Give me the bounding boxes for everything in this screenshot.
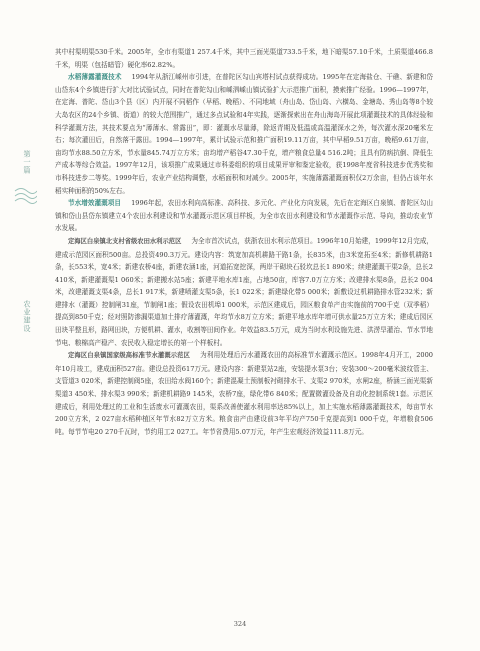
paragraph-baiquan-national-text: 为利用处理后污水灌溉农田的高标准节水灌溉示范区。1998年4月开工，2000年10月竣工，建成面积527亩。建设总投资617万元。建设内容：新建泵站2座，安装提水泵3台；安装300～200毫米波纹管主、支管道3 020米，新建控制阀5座，农田给水阀160个；新建混凝土预制板衬砌排水干、支渠2 970米，水闸2座，桥涵三面光渠新渠道3 450米、排水渠3 990米；新建机耕路9 145米，农桥7座，绿化带6 840米；配置微灌设备及自动化控制系统1套。示范区建成后，利用处理过的工业和生活废水可灌溉农田，渠系改善使灌水利用率达85%以上，加上实施水稻薄露灌溉技术，每亩节水200立方米，2 027亩水稻种植区年节水82万立方米。粮食亩产由建设前3年平均产750千克提高到1 000千克，年增粮食506吨。每节节电20 270千瓦时，节约用工2 027工。年节省费用5.07万元，年产生宏观经济效益111.8万元。 bbox=[55, 351, 433, 436]
decorative-wave-icon bbox=[13, 185, 37, 207]
heading-baiquan-national: 定海区白泉镇国家级高标准节水灌溉示范区 bbox=[68, 352, 191, 360]
section-side-label: 农业建设 bbox=[23, 300, 32, 333]
paragraph-baiquan-beizhi-text: 为全市首次试点，获浙农田水利示范项目。1996年10月始建，1999年12月完成，建成示范园区面积500亩。总投资490.3万元。建设内容：筑宽加高机耕路干路1条，长835米，由3米宽拓至4米；新修机耕路1条，长553米，宽4米；新建农桥4座，新建农涵1座，河道拓宽挖深，两岸干砌块石驳坎总长1 890米；续建灌溉干渠2条，总长2 410米，新建灌溉渠1 060米；新建搬水站5座；新建平地水库1座，占地50亩，库容7.0万立方米；改建排水渠8条，总长2 004米，改建灌溉支渠4条，总长1 917米，新建喷灌支渠5条，长1 022米；新建绿化带5 000米；新敷设过机耕路排水管232米；新建排水（灌溉）控制闸31座，节制闸1座；假设农田机埠1 000米，示范区建成后，园区粮食单产由实施前的700千克（双季稻）提高到850千克；经对照防渗漏渠道加土排疗薄灌溉，年均节水8万立方米；新建平地水库年增可供水量25万立方米；建成后园区田块平整且形，路网田块，方便机耕、灌水，收割等田间作业。年效益83.5万元，成为当时水利设施先进、洪涝旱灌治、节水节地节电、粮棉高产稳产、农民收入稳定增长的第一个样板村。 bbox=[55, 236, 434, 347]
paragraph-water-saving-project-text: 1996年起，农田水利向高标准、高科技、多元化、产业化方向发展，先后在定海区白泉镇、普陀区勾山镇和岱山县岱东镇建立4个农田水利建设和节水灌溉示范区项目样板，为全市农田水利建设和节水灌溉作示范、导向，推动农业节水发展。 bbox=[55, 199, 434, 233]
paragraph-water-saving-project bbox=[55, 197, 433, 235]
paragraph-canal-stats-text: 其中村渠明渠530千米。2005年，全市有渠道1 257.4千米，其中三面光渠道733.5千米，地下暗渠57.10千米，土质渠道466.8千米，明渠（包括暗管）硬化率62.82%。 bbox=[55, 48, 433, 69]
heading-baiquan-beizhi: 定海区白泉镇北支村省级农田水利示范区 bbox=[68, 237, 182, 245]
body-text bbox=[55, 46, 433, 438]
paragraph-canal-stats bbox=[55, 46, 433, 71]
paragraph-thin-dew-irrigation bbox=[55, 71, 433, 197]
chapter-side-label: 第一篇 bbox=[23, 150, 32, 175]
paragraph-baiquan-national bbox=[55, 349, 433, 438]
page-number: 324 bbox=[233, 620, 247, 628]
paragraph-thin-dew-irrigation-text: 1994年从浙江嵊州市引进，在普陀区勾山宾塔村试点获得成功。1995年在定海盐仓、干礁、新建和岱山岱东4个乡镇进行扩大对比试验试点，同时在普陀勾山和嵊泗嵊山镇试验扩大示范推广面积，摸索推广经验。1996—1997年，在定海、普陀、岱山3个县（区）内开展不同稻作（早稻、晚稻）、不同地域（舟山岛、岱山岛、六横岛、金塘岛、秀山岛等8个较大岛农区的24个乡镇、街道）的较大范围推广，通过多点试验和4年实践，逐渐探索出在舟山海岛开展此项灌溉技术的具体经验和科学灌溉方法，其技术要点为“薄薄水、常露田”，即：灌溉水尽量薄，除返青期及低温或高温灌深水之外，每次灌水深20毫米左右；每次灌田后，自然落干露田。1994—1997年，累计试验示范和推广面积19.11万亩，其中早稻9.51万亩，晚稻9.61万亩，亩均节水88.50立方米，节水量845.74万立方米；亩均增产稻谷47.30千克，增产粮食总量4 516.2吨；且具有防病抗倒、降低生产成本等综合效益。1997年12月，该项推广成果通过市科委组织的项目成果评审和鉴定验收，获1998年度省科技进步优秀奖和市科技进步二等奖。1999年后，农业产业结构调整，水稻面积和对减少。2005年，实施薄露灌溉面积仅2万余亩，但仍占该年水稻实种面积的50%左右。 bbox=[55, 73, 434, 195]
paragraph-baiquan-beizhi bbox=[55, 235, 433, 349]
heading-thin-dew-irrigation: 水稻薄露灌溉技术 bbox=[68, 73, 122, 82]
heading-water-saving-project: 节水增效灌溉项目 bbox=[68, 199, 122, 208]
